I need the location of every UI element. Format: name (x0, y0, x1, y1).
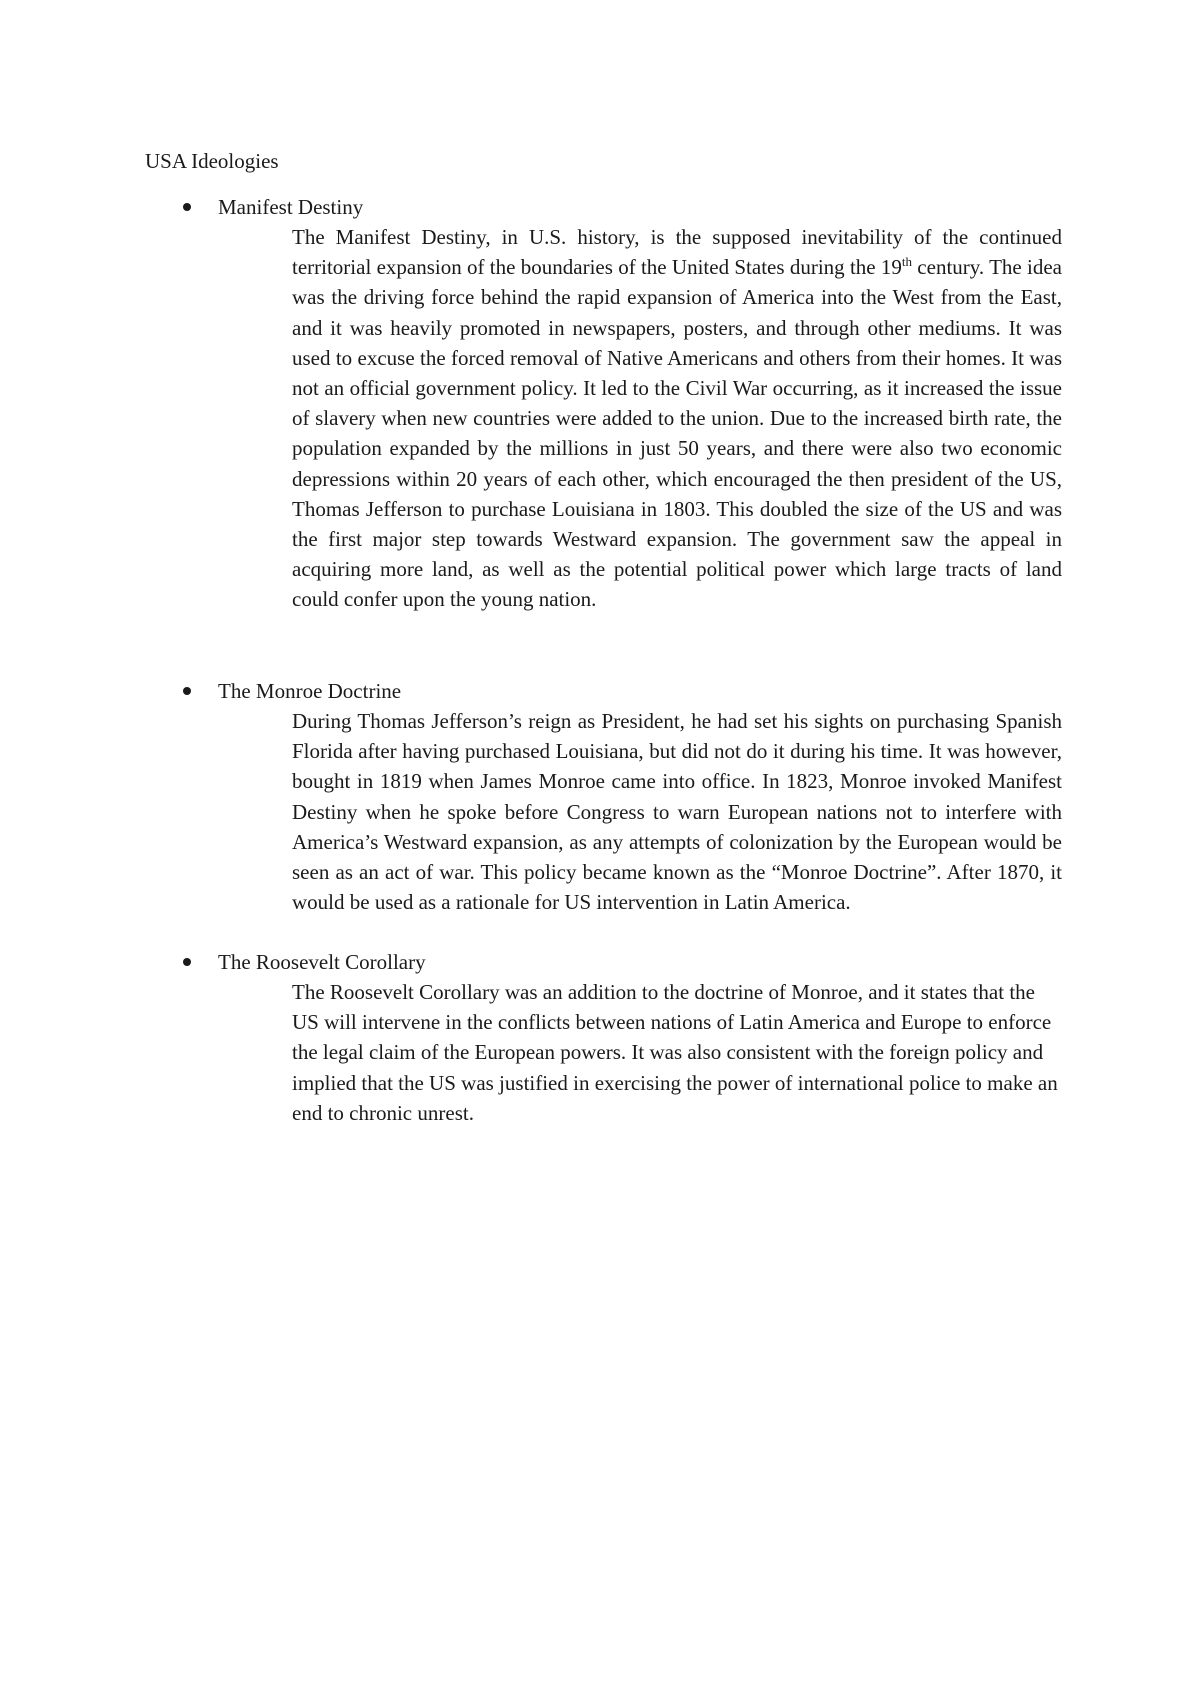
bullet-icon (183, 203, 191, 211)
section-body: During Thomas Jefferson’s reign as President, he had set his sights on purchasing Spanish Florida after having purchased Louisiana, but did not do it during his time. It was however, bought in 1819 when James Monroe came into office. In 1823, Monroe invoked Manifest Destiny when he spoke before Congress to warn European nations not to interfere with America’s Westward expansion, as any attempts of colonization by the European would be seen as an act of war. This policy became known as the “Monroe Doctrine”. After 1870, it would be used as a rationale for US intervention in Latin America. (292, 709, 1062, 915)
section-body: The Roosevelt Corollary was an addition to the doctrine of Monroe, and it states that the US will intervene in the conflicts between nations of Latin America and Europe to enforce the legal claim of the European powers. It was also consistent with the foreign policy and implied that the US was justified in exercising the power of international police to make an end to chronic unrest. (292, 980, 1058, 1125)
bullet-icon (183, 958, 191, 966)
body-text-part: The Manifest Destiny, in U.S. history, is the supposed inevitability of the continued territorial expansion of the boundaries of the United States during the 19 (292, 225, 1062, 280)
section-heading: The Roosevelt Corollary (218, 950, 426, 974)
section-heading: Manifest Destiny (218, 195, 364, 219)
document-title: USA Ideologies (145, 149, 279, 173)
section-body (292, 222, 1062, 615)
section-heading: The Monroe Doctrine (218, 679, 402, 703)
superscript-text: th (901, 254, 913, 270)
body-text-part: century. The idea was the driving force behind the rapid expansion of America into the West from the East, and it was heavily promoted in newspapers, posters, and through other mediums. It was used to excuse the forced removal of Native Americans and others from their homes. It was not an official government policy. It led to the Civil War occurring, as it increased the issue of slavery when new countries were added to the union. Due to the increased birth rate, the population expanded by the millions in just 50 years, and there were also two economic depressions within 20 years of each other, which encouraged the then president of the US, Thomas Jefferson to purchase Louisiana in 1803. This doubled the size of the US and was the first major step towards Westward expansion. The government saw the appeal in acquiring more land, as well as the potential political power which large tracts of land could confer upon the young nation. (292, 255, 1062, 612)
bullet-icon (183, 687, 191, 695)
